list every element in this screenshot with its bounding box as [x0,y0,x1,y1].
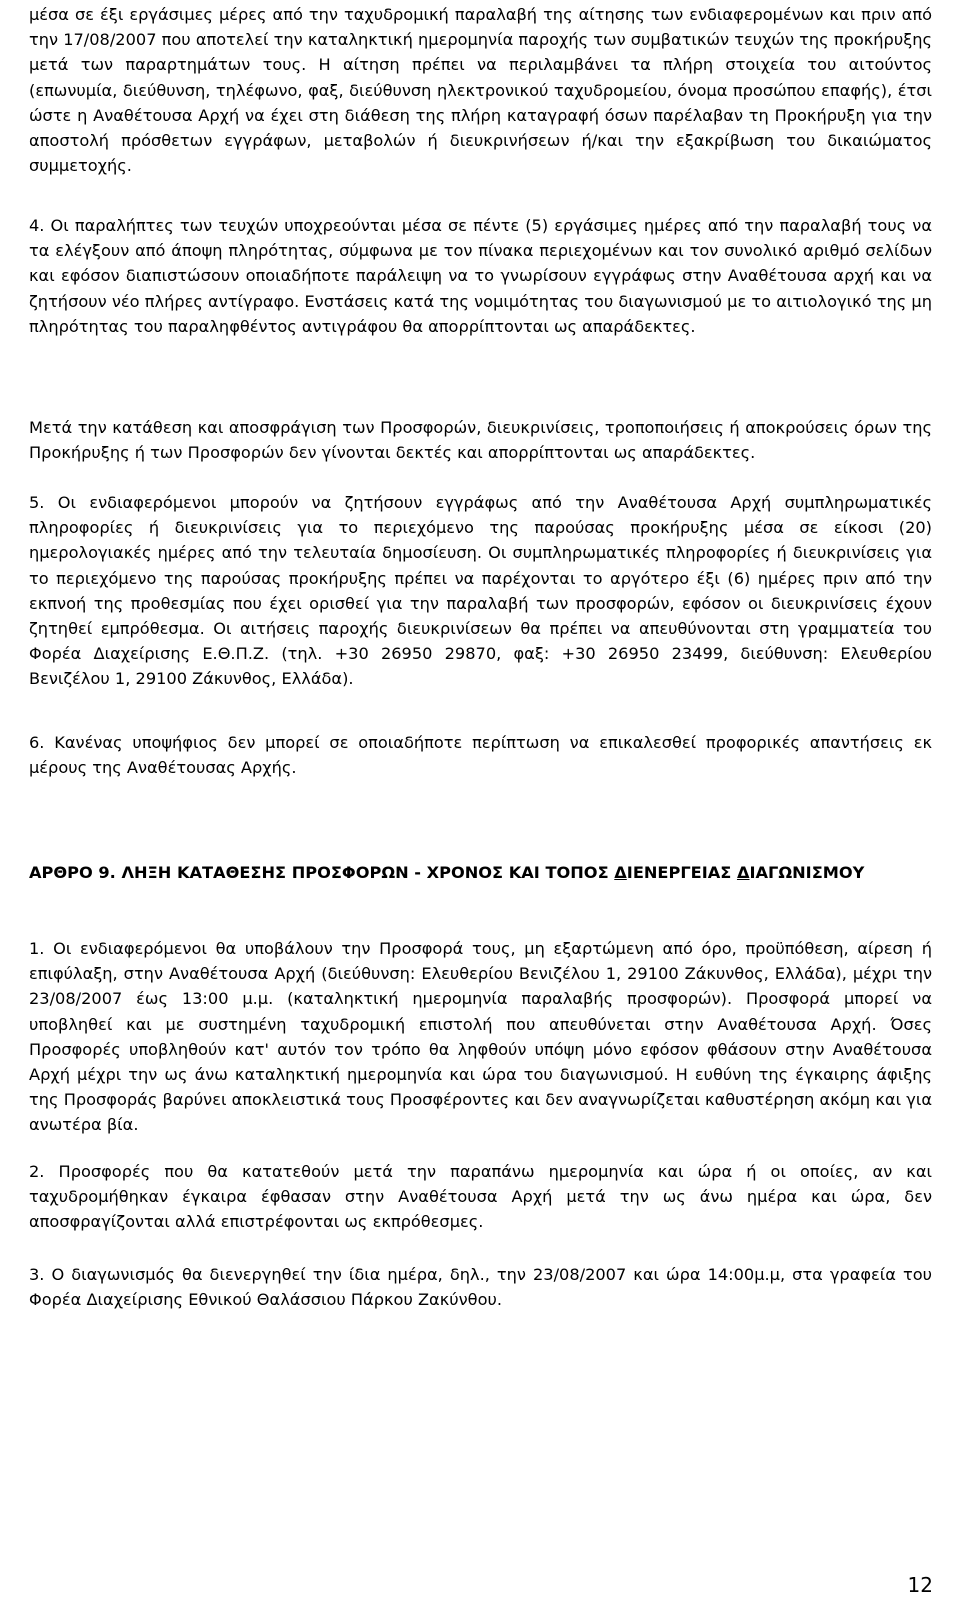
heading-middle: ΙΕΝΕΡΓΕΙΑΣ [626,863,737,882]
heading-underlined-1: Δ [614,863,627,882]
paragraph-intro: μέσα σε έξι εργάσιμες μέρες από την ταχυδρομική παραλαβή της αίτησης των ενδιαφερομένων και πριν από την 17/08/2007 που αποτελεί την καταληκτική ημερομηνία παροχής των συμβατικών τευχών της προκήρυξης μετά των παραρτημάτων τους. Η αίτηση πρέπει να περιλαμβάνει τα πλήρη στοιχεία του αιτούντος (επωνυμία, διεύθυνση, τηλέφωνο, φαξ, διεύθυνση ηλεκτρονικού ταχυδρομείου, όνομα προσώπου επαφής), έτσι ώστε η Αναθέτουσα Αρχή να έχει στη διάθεση της πλήρη καταγραφή όσων παρέλαβαν τη Προκήρυξη για την αποστολή πρόσθετων εγγράφων, μεταβολών ή διευκρινήσεων ή/και την εξακρίβωση του δικαιώματος συμμετοχής. [29,5,932,176]
paragraph-4: 4. Οι παραλήπτες των τευχών υποχρεούνται μέσα σε πέντε (5) εργάσιμες ημέρες από την παραλαβή τους να τα ελέγξουν από άποψη πληρότητας, σύμφωνα με τον πίνακα περιεχομένων και τον συνολικό αριθμό σελίδων και εφόσον διαπιστώσουν οποιαδήποτε παράλειψη να το γνωρίσουν εγγράφως στην Αναθέτουσα αρχή και να ζητήσουν νέο πλήρες αντίγραφο. Ενστάσεις κατά της νομιμότητας του διαγωνισμού με το αιτιολογικό της μη πληρότητας του παραληφθέντος αντιγράφου θα απορρίπτονται ως απαράδεκτες. [29,216,932,336]
article-9-heading [29,860,932,885]
paragraph-after-submission: Μετά την κατάθεση και αποσφράγιση των Προσφορών, διευκρινίσεις, τροποποιήσεις ή αποκρούσεις όρων της Προκήρυξης ή των Προσφορών δεν γίνονται δεκτές και απορρίπτονται ως απαράδεκτες. [29,418,932,463]
heading-underlined-2: Δ [736,863,750,882]
article-paragraph-2: 2. Προσφορές που θα κατατεθούν μετά την παραπάνω ημερομηνία και ώρα ή οι οποίες, αν και ταχυδρομήθηκαν έγκαιρα έφθασαν στην Αναθέτουσα Αρχή μετά την ως άνω ημέρα και ώρα, δεν αποσφραγίζονται αλλά επιστρέφονται ως εκπρόθεσμες. [29,1162,932,1232]
paragraph-5: 5. Οι ενδιαφερόμενοι μπορούν να ζητήσουν εγγράφως από την Αναθέτουσα Αρχή συμπληρωματικές πληροφορίες ή διευκρινίσεις για το περιεχόμενο της παρούσας προκήρυξης μέσα σε είκοσι (20) ημερολογιακές ημέρες από την τελευταία δημοσίευση. Οι συμπληρωματικές πληροφορίες ή διευκρινίσεις για το περιεχόμενο της παρούσας προκήρυξης πρέπει να παρέχονται το αργότερο έξι (6) ημέρες πριν από την εκπνοή της προθεσμίας που έχει ορισθεί για την παραλαβή των προσφορών, εφόσον οι διευκρινίσεις έχουν ζητηθεί εμπρόθεσμα. Οι αιτήσεις παροχής διευκρινίσεων θα πρέπει να απευθύνονται στη γραμματεία του Φορέα Διαχείρισης Ε.Θ.Π.Ζ. (τηλ. +30 26950 29870, φαξ: +30 26950 23499, διεύθυνση: Ελευθερίου Βενιζέλου 1, 29100 Ζάκυνθος, Ελλάδα). [29,493,932,689]
paragraph-6: 6. Κανένας υποψήφιος δεν μπορεί σε οποιαδήποτε περίπτωση να επικαλεσθεί προφορικές απαντήσεις εκ μέρους της Αναθέτουσας Αρχής. [29,733,932,778]
heading-prefix: ΑΡΘΡΟ 9. ΛΗΞΗ ΚΑΤΑΘΕΣΗΣ ΠΡΟΣΦΟΡΩΝ - ΧΡΟΝΟΣ ΚΑΙ ΤΟΠΟΣ [29,863,615,882]
article-paragraph-3: 3. Ο διαγωνισμός θα διενεργηθεί την ίδια ημέρα, δηλ., την 23/08/2007 και ώρα 14:00μ.μ, στα γραφεία του Φορέα Διαχείρισης Εθνικού Θαλάσσιου Πάρκου Ζακύνθου. [29,1265,932,1310]
article-paragraph-1: 1. Οι ενδιαφερόμενοι θα υποβάλουν την Προσφορά τους, μη εξαρτώμενη από όρο, προϋπόθεση, αίρεση ή επιφύλαξη, στην Αναθέτουσα Αρχή (διεύθυνση: Ελευθερίου Βενιζέλου 1, 29100 Ζάκυνθος, Ελλάδα), μέχρι την 23/08/2007 έως 13:00 μ.μ. (καταληκτική ημερομηνία παραλαβής προσφορών). Προσφορά μπορεί να υποβληθεί και με συστημένη ταχυδρομική επιστολή που απευθύνεται στην Αναθέτουσα Αρχή. Όσες Προσφορές υποβληθούν κατ' αυτόν τον τρόπο θα ληφθούν υπόψη μόνο εφόσον φθάσουν στην Αναθέτουσα Αρχή μέχρι την ως άνω καταληκτική ημερομηνία και ώρα του διαγωνισμού. Η ευθύνη της έγκαιρης άφιξης της Προσφοράς βαρύνει αποκλειστικά τους Προσφέροντες και δεν αναγνωρίζεται καθυστέρηση ακόμη και για ανωτέρα βία. [29,939,932,1135]
page-number: 12 [907,1573,933,1597]
heading-suffix: ΙΑΓΩΝΙΣΜΟΥ [749,863,865,882]
